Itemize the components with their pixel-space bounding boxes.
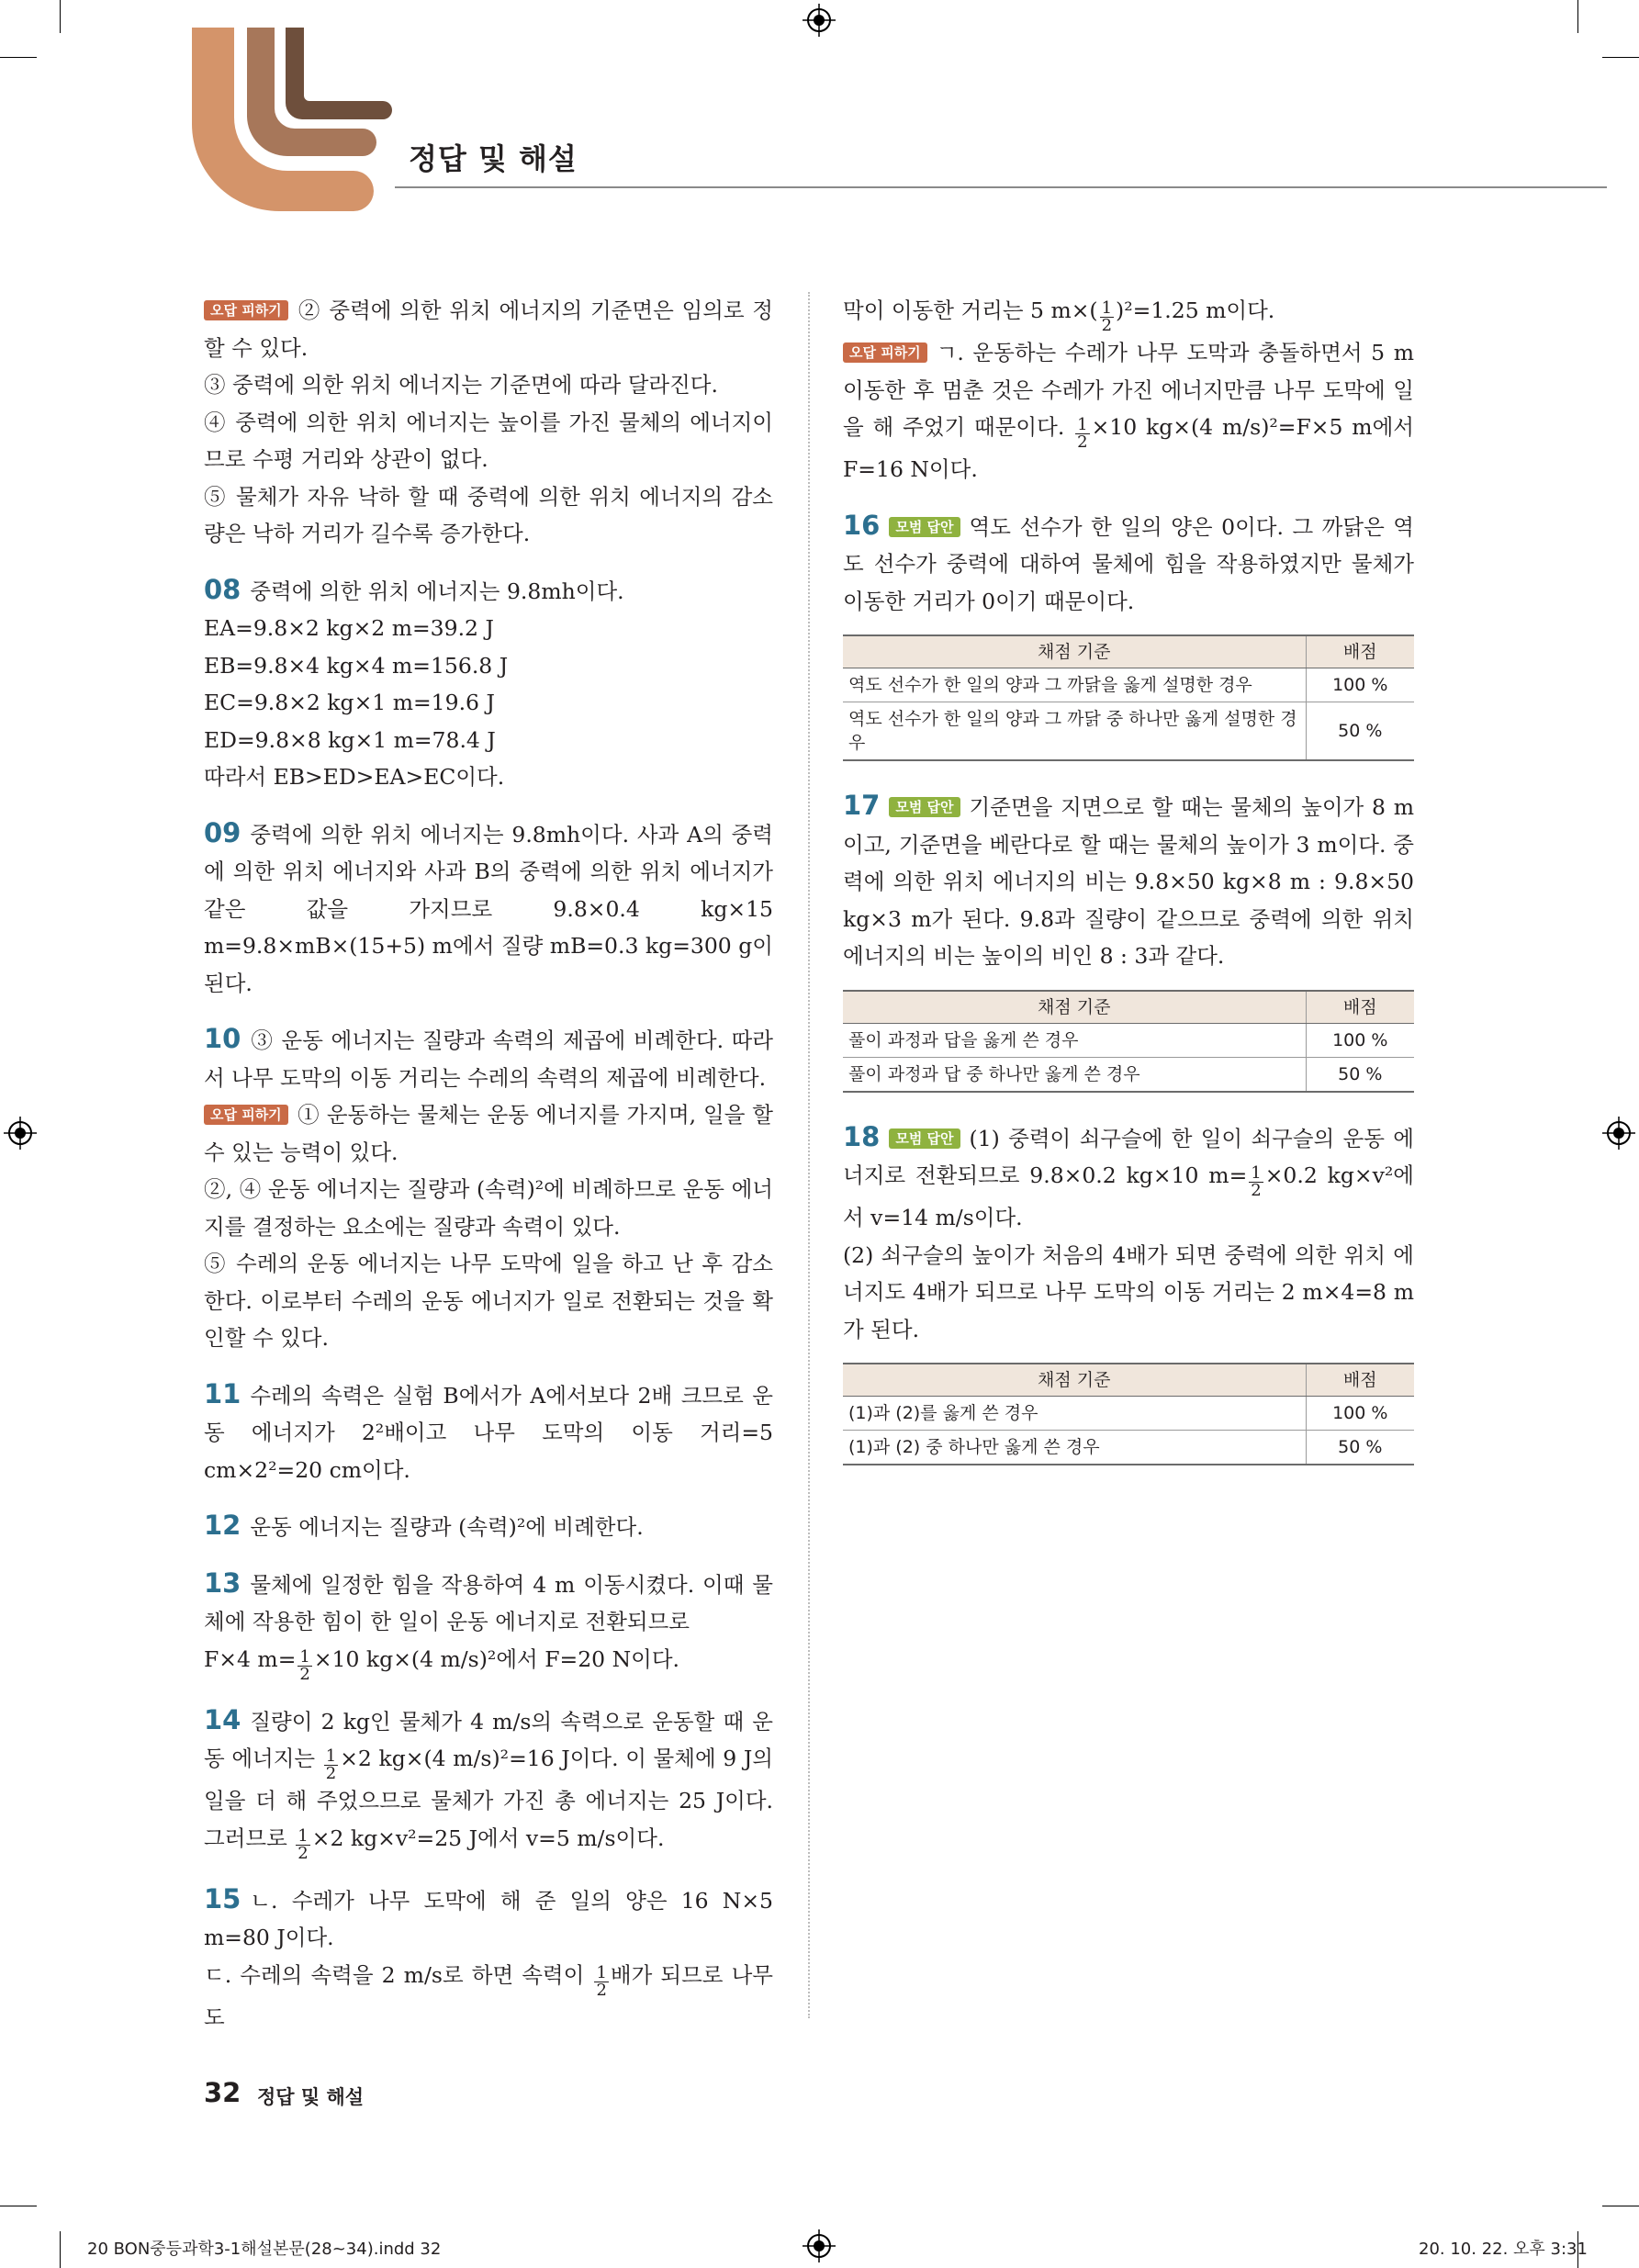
page-number: 32: [204, 2077, 241, 2108]
crop-mark: [60, 0, 61, 33]
crop-mark: [60, 2231, 61, 2268]
table-row: [843, 1397, 1414, 1431]
table-row: [843, 702, 1414, 761]
text: ×0.2 kg×v²에서 v=14 m/s이다.: [843, 1162, 1414, 1230]
table-cell: 100 %: [1306, 1397, 1414, 1431]
page-title: 정답 및 해설: [409, 141, 578, 176]
paragraph: ②, ④ 운동 에너지는 질량과 (속력)²에 비례하므로 운동 에너지를 결정하는 요소에는 질량과 속력이 있다.: [204, 1176, 773, 1240]
question-number: 17: [843, 790, 881, 821]
text: ㄷ. 수레의 속력을 2 m/s로 하면 속력이: [204, 1961, 585, 1988]
table-cell: 50 %: [1306, 1431, 1414, 1465]
fraction: [324, 1748, 338, 1782]
fraction-numerator: 1: [325, 1746, 337, 1766]
paragraph: [204, 1375, 773, 1489]
text: ×2 kg×v²=25 J에서 v=5 m/s이다.: [311, 1825, 665, 1851]
crop-mark: [1602, 57, 1639, 58]
text: ① 운동하는 물체는 운동 에너지를 가지며, 일을 할 수 있는 능력이 있다.: [204, 1102, 773, 1165]
table-cell: 풀이 과정과 답을 옳게 쓴 경우: [843, 1023, 1306, 1057]
text: ㄱ. 운동하는 수레가 나무 도막과 충돌하면서 5 m 이동한 후 멈춘 것은 수레가 가진 에너지만큼 나무 도막에 일을 해 주었기 때문이다.: [843, 340, 1414, 440]
answer-11: [204, 1375, 773, 1489]
paragraph: ⑤ 수레의 운동 에너지는 나무 도막에 일을 하고 난 후 감소한다. 이로부터 수레의 운동 에너지가 일로 전환되는 것을 확인할 수 있다.: [204, 1251, 773, 1351]
answer-13: [204, 1565, 773, 1683]
scoring-table: [843, 990, 1414, 1093]
paragraph: [204, 571, 773, 611]
text: ③ 운동 에너지는 질량과 속력의 제곱에 비례한다. 따라서 나무 도막의 이동 거리는 수레의 속력의 제곱에 비례한다.: [204, 1027, 773, 1091]
table-header: 채점 기준: [843, 1364, 1306, 1397]
scoring-table: [843, 634, 1414, 761]
wrong-answer-tag: 오답 피하기: [204, 1105, 288, 1125]
wrong-answer-tag: 오답 피하기: [204, 300, 288, 320]
fraction-denominator: 2: [1077, 432, 1088, 452]
fraction-numerator: 1: [1101, 298, 1113, 318]
table-cell: 풀이 과정과 답 중 하나만 옳게 쓴 경우: [843, 1057, 1306, 1092]
wrong-answer-tag: 오답 피하기: [843, 342, 927, 363]
answer-17: [843, 787, 1414, 1093]
table-cell: 역도 선수가 한 일의 양과 그 까닭을 옳게 설명한 경우: [843, 668, 1306, 702]
fraction: [297, 1646, 311, 1684]
paragraph: [843, 292, 1414, 334]
registration-mark-icon: [1602, 1117, 1635, 1150]
wrong-answer-block: [204, 292, 773, 553]
equation: ED=9.8×8 kg×1 m=78.4 J: [204, 726, 496, 753]
fraction: [1249, 1165, 1263, 1199]
table-cell: 50 %: [1306, 702, 1414, 761]
answer-08: [204, 571, 773, 796]
text: )²=1.25 m이다.: [1116, 298, 1275, 323]
text: ×2 kg×(4 m/s)²=16 J이다. 이 물체에 9 J의 일을 더 해 주었으므로 물체가 가진 총 에너지는 25 J이다. 그러므로: [204, 1746, 773, 1851]
table-row: [843, 1057, 1414, 1092]
equation: EC=9.8×2 kg×1 m=19.6 J: [204, 690, 495, 715]
left-column: [204, 292, 773, 2054]
paragraph: (2) 쇠구슬의 높이가 처음의 4배가 되면 중력에 의한 위치 에너지도 4배가 되므로 나무 도막의 이동 거리는 2 m×4=8 m가 된다.: [843, 1241, 1414, 1342]
paragraph: [204, 1565, 773, 1641]
equation: [204, 1641, 773, 1683]
text: ㄴ. 수레가 나무 도막에 해 준 일의 양은 16 N×5 m=80 J이다.: [204, 1887, 773, 1950]
paragraph: [204, 1701, 773, 1862]
table-cell: (1)과 (2) 중 하나만 옳게 쓴 경우: [843, 1431, 1306, 1465]
registration-mark-icon: [4, 1117, 37, 1150]
text: 중력에 의한 위치 에너지는 9.8mh이다.: [250, 578, 624, 604]
fraction: [296, 1825, 309, 1863]
fraction-numerator: 1: [297, 1825, 309, 1846]
model-answer-tag: 모범 답안: [889, 517, 960, 537]
text: 물체에 일정한 힘을 작용하여 4 m 이동시켰다. 이때 물체에 작용한 힘이 한 일이 운동 에너지로 전환되므로: [204, 1571, 773, 1634]
answer-14: [204, 1701, 773, 1862]
text: 운동 에너지는 질량과 (속력)²에 비례한다.: [250, 1514, 644, 1540]
question-number: 10: [204, 1023, 241, 1054]
text: 수레의 속력은 실험 B에서가 A에서보다 2배 크므로 운동 에너지가 2²배이고 나무 도막의 이동 거리=5 cm×2²=20 cm이다.: [204, 1382, 773, 1483]
paragraph: ④ 중력에 의한 위치 에너지는 높이를 가진 물체의 에너지이므로 수평 거리와 상관이 없다.: [204, 409, 773, 472]
question-number: 15: [204, 1882, 241, 1914]
paragraph: [843, 334, 1414, 488]
text: ② 중력에 의한 위치 에너지의 기준면은 임의로 정할 수 있다.: [204, 298, 773, 361]
equation: EB=9.8×4 kg×4 m=156.8 J: [204, 652, 509, 679]
fraction-denominator: 2: [325, 1764, 337, 1783]
question-number: 12: [204, 1510, 241, 1541]
question-number: 13: [204, 1566, 241, 1599]
right-column: [843, 292, 1414, 1491]
registration-mark-icon: [803, 2229, 836, 2262]
equation: EA=9.8×2 kg×2 m=39.2 J: [204, 615, 494, 641]
page-footer-label: 정답 및 해설: [257, 2086, 365, 2108]
question-number: 11: [204, 1377, 241, 1409]
registration-mark-icon: [803, 4, 836, 37]
question-number: 09: [204, 816, 241, 848]
answer-12: [204, 1507, 773, 1546]
paragraph: 따라서 EB>ED>EA>EC이다.: [204, 764, 505, 790]
fraction-denominator: 2: [596, 1980, 607, 2000]
text: ×10 kg×(4 m/s)²=F×5 m에서 F=16 N이다.: [843, 414, 1414, 482]
question-number: 14: [204, 1703, 241, 1735]
answer-09: [204, 814, 773, 1003]
text: 역도 선수가 한 일의 양은 0이다. 그 까닭은 역도 선수가 중력에 대하여 물체에 힘을 작용하였지만 물체가 이동한 거리가 0이기 때문이다.: [843, 513, 1414, 614]
table-header: 배점: [1306, 1364, 1414, 1397]
paragraph: [204, 292, 773, 366]
table-cell: (1)과 (2)를 옳게 쓴 경우: [843, 1397, 1306, 1431]
table-header: 배점: [1306, 991, 1414, 1024]
table-cell: 100 %: [1306, 1023, 1414, 1057]
answer-15-continued: [843, 292, 1414, 488]
text: 기준면을 지면으로 할 때는 물체의 높이가 8 m이고, 기준면을 베란다로 할 때는 물체의 높이가 3 m이다. 중력에 의한 위치 에너지의 비는 9.8×50 kg×8 m : 9.8×50 kg×3 m가 된다. 9.8과 질량이 같으므로 중력에 의한 위치 에너지의 비는 높이의 비인 8 : 3과 같다.: [843, 794, 1414, 969]
fraction: [1100, 300, 1114, 334]
table-cell: 역도 선수가 한 일의 양과 그 까닭 중 하나만 옳게 설명한 경우: [843, 702, 1306, 761]
fraction-denominator: 2: [1251, 1181, 1262, 1200]
table-cell: 50 %: [1306, 1057, 1414, 1092]
fraction-numerator: 1: [1077, 415, 1088, 434]
fraction-denominator: 2: [297, 1843, 309, 1863]
fraction-numerator: 1: [596, 1962, 607, 1982]
answer-10: [204, 1020, 773, 1357]
text: 막이 이동한 거리는 5 m×(: [843, 298, 1098, 323]
question-number: 16: [843, 509, 881, 541]
answer-16: [843, 507, 1414, 762]
paragraph: [204, 1881, 773, 1957]
print-slug-date: 20. 10. 22. 오후 3:31: [1419, 2240, 1588, 2259]
fraction-denominator: 2: [299, 1664, 310, 1684]
paragraph: [843, 507, 1414, 621]
table-row: [843, 668, 1414, 702]
paragraph: [843, 1118, 1414, 1237]
fraction: [1075, 417, 1089, 451]
fraction-denominator: 2: [1101, 316, 1113, 335]
paragraph: ③ 중력에 의한 위치 에너지는 기준면에 따라 달라진다.: [204, 372, 718, 398]
table-row: [843, 1431, 1414, 1465]
header-rule: [395, 186, 1607, 188]
model-answer-tag: 모범 답안: [889, 797, 960, 817]
fraction-numerator: 1: [1251, 1163, 1262, 1183]
text: 배가 되므로 나무 도: [204, 1961, 773, 2030]
answer-15: [204, 1881, 773, 2037]
text: (1) 중력이 쇠구슬에 한 일이 쇠구슬의 운동 에너지로 전환되므로 9.8×0.2 kg×10 m=: [843, 1125, 1414, 1188]
paragraph: [204, 1096, 773, 1171]
column-divider: [808, 292, 810, 2018]
text: F×4 m=: [204, 1645, 297, 1672]
table-cell: 100 %: [1306, 668, 1414, 702]
crop-mark: [0, 57, 37, 58]
text: ×10 kg×(4 m/s)²에서 F=20 N이다.: [313, 1645, 680, 1672]
scoring-table: [843, 1363, 1414, 1465]
table-header: 배점: [1306, 635, 1414, 668]
question-number: 18: [843, 1120, 881, 1152]
decorative-arcs: [170, 28, 409, 220]
paragraph: [204, 814, 773, 1003]
paragraph: ⑤ 물체가 자유 낙하 할 때 중력에 의한 위치 에너지의 감소량은 낙하 거리가 길수록 증가한다.: [204, 483, 773, 546]
paragraph: [204, 1957, 773, 2037]
text: 중력에 의한 위치 에너지는 9.8mh이다. 사과 A의 중력에 의한 위치 에너지와 사과 B의 중력에 의한 위치 에너지가 같은 값을 가지므로 9.8×0.4 kg×15 m=9.8×mB×(15+5) m에서 질량 mB=0.3 kg=300 g이 된다.: [204, 821, 773, 996]
table-row: [843, 1023, 1414, 1057]
answer-18: [843, 1118, 1414, 1466]
fraction: [594, 1962, 608, 2000]
text: 질량이 2 kg인 물체가 4 m/s의 속력으로 운동할 때 운동 에너지는: [204, 1708, 773, 1771]
table-header: 채점 기준: [843, 635, 1306, 668]
model-answer-tag: 모범 답안: [889, 1128, 960, 1149]
crop-mark: [1577, 0, 1578, 33]
paragraph: [204, 1507, 773, 1546]
paragraph: [204, 1020, 773, 1096]
paragraph: [843, 787, 1414, 975]
table-header: 채점 기준: [843, 991, 1306, 1024]
print-slug-filename: 20 BON중등과학3-1해설본문(28~34).indd 32: [87, 2240, 442, 2259]
fraction-numerator: 1: [299, 1646, 310, 1667]
question-number: 08: [204, 573, 241, 605]
